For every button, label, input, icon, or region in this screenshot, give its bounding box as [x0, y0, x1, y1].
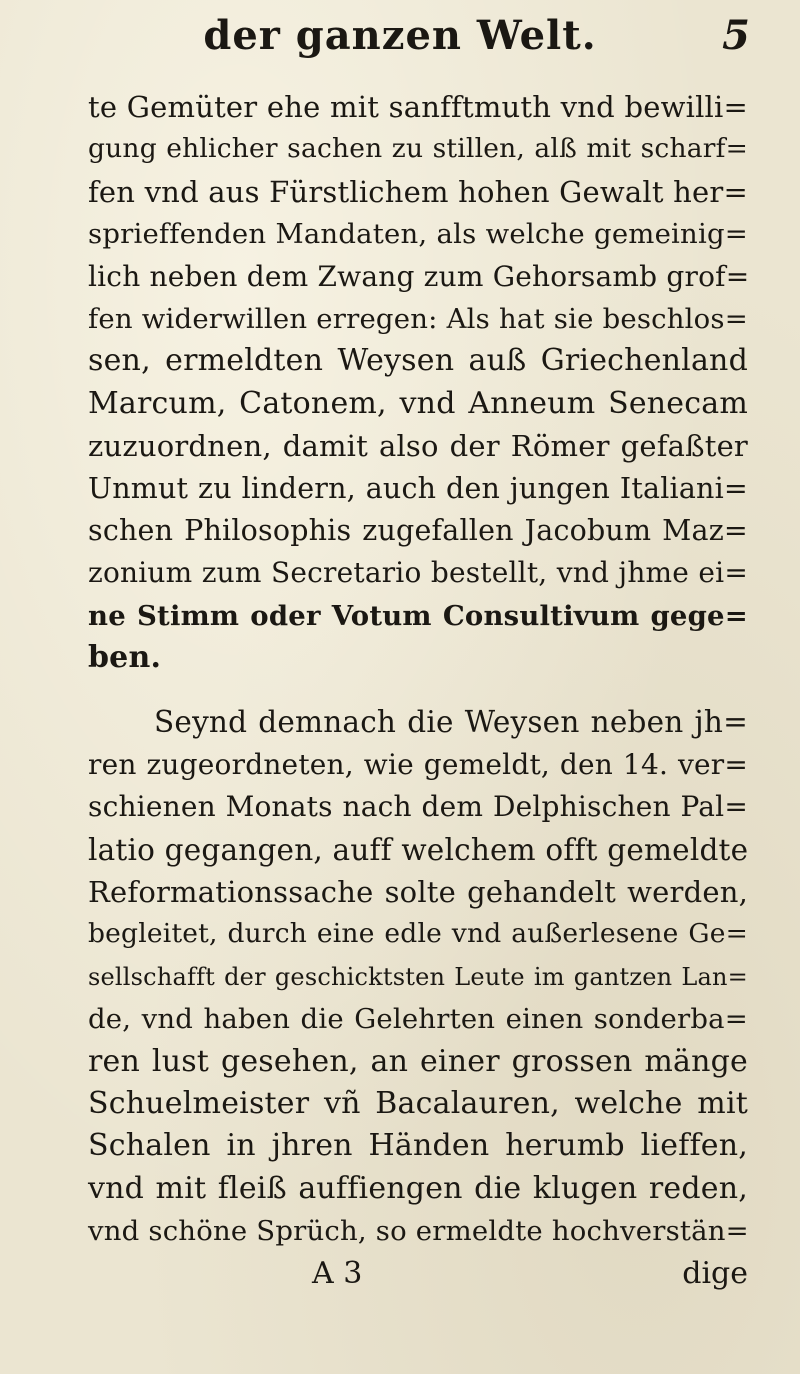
signature-mark: A 3 — [312, 1255, 363, 1291]
text-line: sprieffenden Mandaten, als welche gemeinig= — [88, 218, 748, 251]
catchword: dige — [682, 1255, 748, 1291]
text-line: begleitet, durch eine edle vnd außerlesene Ge= — [88, 918, 748, 950]
text-line: sellschafft der geschicktsten Leute im gantzen Lan= — [88, 962, 748, 991]
body-text — [88, 86, 748, 1295]
text-line: schienen Monats nach dem Delphischen Pal= — [88, 790, 748, 824]
paragraph-1 — [88, 86, 748, 679]
text-line: ben. — [88, 640, 162, 676]
text-line: Schuelmeister vñ Bacalauren, welche mit — [88, 1085, 748, 1121]
text-line: ren lust gesehen, an einer grossen mänge — [88, 1043, 748, 1079]
text-line: ne Stimm oder Votum Consultivum gege= — [88, 599, 748, 632]
text-line: zuzuordnen, damit also der Römer gefaßter — [88, 429, 748, 464]
running-head: der ganzen Welt. — [203, 12, 597, 59]
text-line: latio gegangen, auff welchem offt gemeldte — [88, 832, 749, 867]
text-line: fen widerwillen erregen: Als hat sie beschlos= — [88, 302, 748, 335]
page-header — [0, 8, 800, 64]
text-line: fen vnd aus Fürstlichem hohen Gewalt her= — [88, 174, 748, 209]
text-line: te Gemüter ehe mit sanfftmuth vnd bewilli= — [88, 90, 748, 124]
paragraph-2 — [88, 701, 748, 1252]
text-line: ren zugeordneten, wie gemeldt, den 14. ver= — [88, 747, 748, 781]
page-footer — [88, 1253, 748, 1295]
text-line: lich neben dem Zwang zum Gehorsamb grof= — [88, 259, 750, 293]
text-line: Seynd demnach die Weysen neben jh= — [154, 705, 748, 740]
paragraph-gap — [88, 679, 748, 701]
text-line: vnd schöne Sprüch, so ermeldte hochverstän= — [88, 1215, 749, 1248]
text-line: Schalen in jhren Händen herumb lieffen, — [88, 1128, 748, 1164]
text-line: Reformationssache solte gehandelt werden, — [88, 875, 748, 910]
text-line: vnd mit fleiß auffiengen die klugen reden, — [88, 1170, 748, 1206]
page-number: 5 — [722, 12, 750, 59]
text-line: de, vnd haben die Gelehrten einen sonderba= — [88, 1003, 748, 1036]
text-line: Marcum, Catonem, vnd Anneum Senecam — [88, 385, 748, 421]
text-line: sen, ermeldten Weysen auß Griechenland — [88, 343, 748, 379]
text-line: gung ehlicher sachen zu stillen, alß mit scharf= — [88, 133, 748, 165]
text-line: Unmut zu lindern, auch den jungen Italiani= — [88, 471, 748, 505]
text-line: schen Philosophis zugefallen Jacobum Maz= — [88, 513, 748, 547]
text-line: zonium zum Secretario bestellt, vnd jhme ei= — [88, 556, 748, 590]
